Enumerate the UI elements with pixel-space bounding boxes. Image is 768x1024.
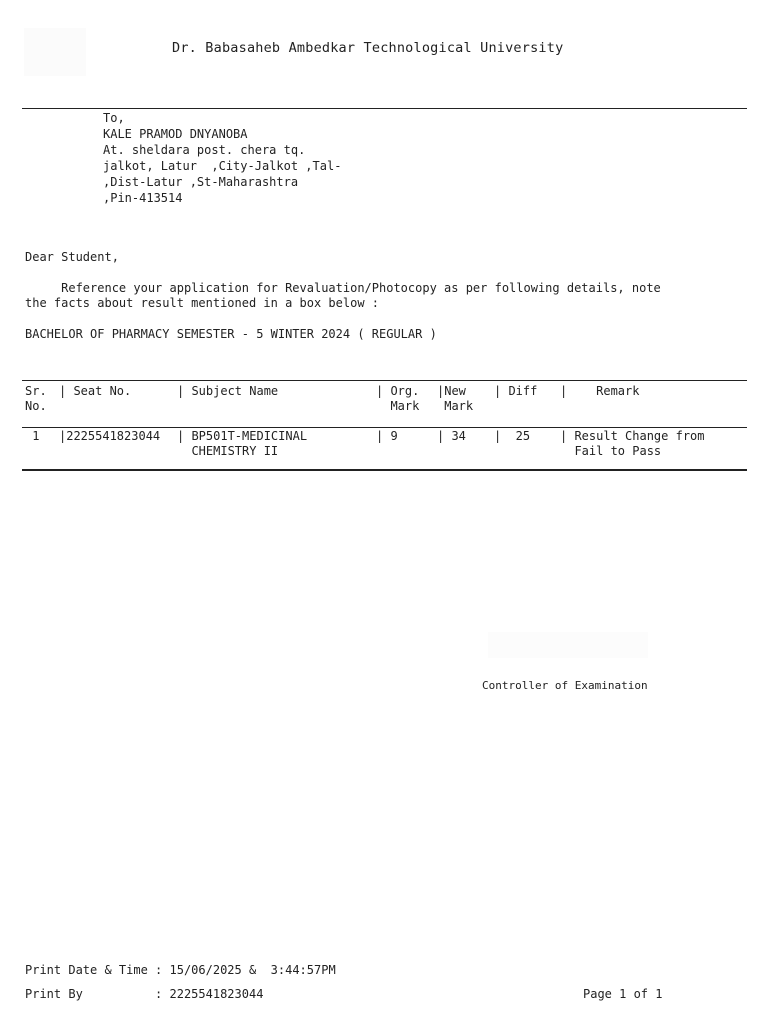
table-bottom-rule bbox=[22, 469, 747, 471]
body-line-1: Reference your application for Revaluation/Photocopy as per following details, note bbox=[25, 281, 661, 295]
row-sr-no: 1 bbox=[25, 429, 40, 443]
table-header-rule bbox=[22, 427, 747, 428]
header-diff: | Diff bbox=[494, 384, 538, 398]
print-by-row bbox=[25, 986, 263, 1002]
table-top-rule bbox=[22, 380, 747, 381]
university-title: Dr. Babasaheb Ambedkar Technological University bbox=[172, 40, 564, 56]
print-date-label: Print Date & Time : bbox=[25, 963, 170, 977]
header-subject-name: | Subject Name bbox=[177, 384, 279, 398]
row-org-mark: | 9 bbox=[376, 429, 398, 443]
print-by-value: 2225541823044 bbox=[169, 987, 264, 1001]
row-new-mark: | 34 bbox=[437, 429, 466, 443]
recipient-address bbox=[103, 110, 341, 206]
row-seat-no: |2225541823044 bbox=[59, 429, 161, 443]
address-line: At. sheldara post. chera tq. bbox=[103, 143, 306, 157]
signatory: Controller of Examination bbox=[482, 679, 648, 692]
header-remark: | Remark bbox=[560, 384, 640, 398]
print-date-row bbox=[25, 962, 336, 978]
row-diff: | 25 bbox=[494, 429, 531, 443]
university-logo bbox=[24, 28, 86, 76]
address-name: KALE PRAMOD DNYANOBA bbox=[103, 127, 248, 141]
header-org-mark: | Org. Mark bbox=[376, 384, 420, 413]
address-line: jalkot, Latur ,City-Jalkot ,Tal- bbox=[103, 159, 342, 173]
address-line: ,Pin-413514 bbox=[103, 191, 183, 205]
address-line: ,Dist-Latur ,St-Maharashtra bbox=[103, 175, 299, 189]
print-by-label: Print By : bbox=[25, 987, 170, 1001]
row-remark: | Result Change from Fail to Pass bbox=[560, 429, 705, 458]
print-date-value: 15/06/2025 & 3:44:57PM bbox=[169, 963, 336, 977]
body-line-2: the facts about result mentioned in a box below : bbox=[25, 296, 380, 310]
header-new-mark: |New Mark bbox=[437, 384, 474, 413]
page-number: Page 1 of 1 bbox=[583, 987, 663, 1001]
address-to: To, bbox=[103, 111, 125, 125]
salutation: Dear Student, bbox=[25, 250, 119, 264]
row-subject-name: | BP501T-MEDICINAL CHEMISTRY II bbox=[177, 429, 308, 458]
header-seat-no: | Seat No. bbox=[59, 384, 132, 398]
header-sr-no: Sr. No. bbox=[25, 384, 47, 413]
signature-area bbox=[488, 632, 648, 658]
course-title: BACHELOR OF PHARMACY SEMESTER - 5 WINTER 2024 ( REGULAR ) bbox=[25, 327, 437, 341]
header-rule bbox=[22, 108, 747, 109]
